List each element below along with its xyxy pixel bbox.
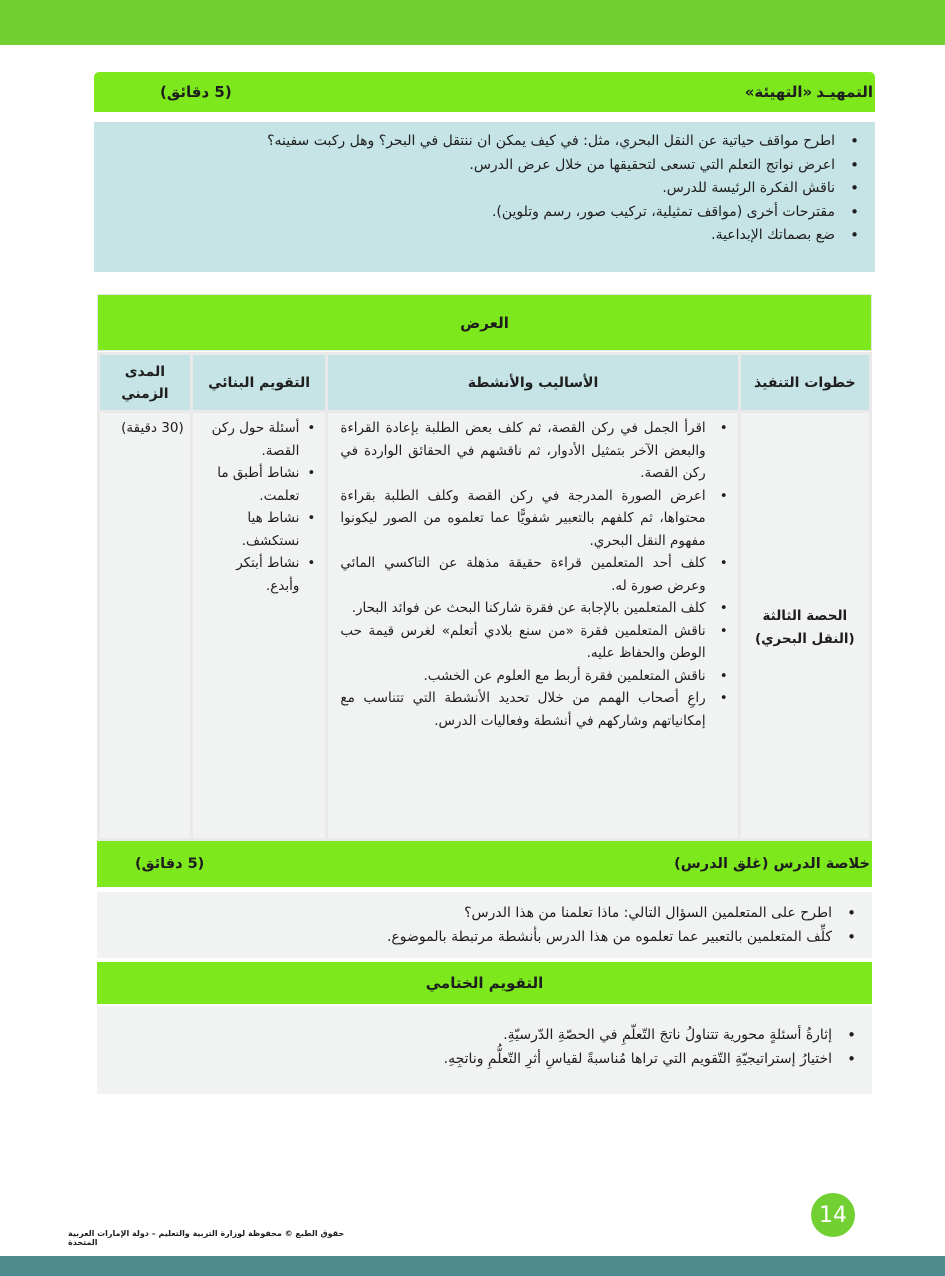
intro-title: التمهيـد xyxy=(816,83,873,101)
final-eval-item: • إثارةُ أسئلةٍ محورية تتناولُ ناتجَ التّعلّمِ في الحصّةِ الدّرسيّةِ. xyxy=(117,1024,860,1048)
intro-item: • ضع بصماتك الإبداعية. xyxy=(114,224,863,248)
bottom-color-bar xyxy=(0,1256,945,1276)
steps-cell xyxy=(741,413,869,838)
activity-item: • اقرأ الجمل في ركن القصة، ثم كلف بعض الطلبة بإعادة القراءة والبعض الآخر بتمثيل الأدوار، ثم ناقشهم في الحقائق الواردة في ركن القصة. xyxy=(340,417,731,485)
final-eval-item: • اختيارُ إستراتيجيّةِ التّقويم التي تراها مُناسبةً لقياسِ أثرِ التّعلُّمِ وناتجِهِ. xyxy=(117,1048,860,1072)
evaluation-item: • نشاط أبتكر وأبدع. xyxy=(201,552,320,597)
activity-item: • اعرض الصورة المدرجة في ركن القصة وكلف الطلبة بقراءة محتواها، ثم كلفهم بالتعبير شفويًّا عما تعلموه من الصور ليكونوا مفهوم النقل البحري. xyxy=(340,485,731,553)
closure-item: • اطرح على المتعلمين السؤال التالي: ماذا تعلمنا من هذا الدرس؟ xyxy=(117,902,860,926)
intro-box xyxy=(94,122,875,272)
evaluation-item: • أسئلة حول ركن القصة. xyxy=(201,417,320,462)
closure-box xyxy=(97,892,872,958)
presentation-title: العرض xyxy=(460,313,509,332)
final-eval-header xyxy=(97,962,872,1004)
time-cell: (30 دقيقة) xyxy=(100,413,190,838)
header-evaluation: التقويم البنائي xyxy=(193,355,326,410)
intro-header xyxy=(94,72,875,112)
activity-item: • راعِ أصحاب الهمم من خلال تحديد الأنشطة التي تتناسب مع إمكانياتهم وشاركهم في أنشطة وفعاليات الدرس. xyxy=(340,687,731,732)
header-steps: خطوات التنفيذ xyxy=(741,355,869,410)
final-eval-title: التقويم الختامي xyxy=(425,974,544,992)
intro-item: • مقترحات أخرى (مواقف تمثيلية، تركيب صور، رسم وتلوين). xyxy=(114,201,863,225)
evaluation-cell xyxy=(193,413,326,838)
intro-duration: (5 دقائق) xyxy=(160,83,232,101)
header-time-label: المدى الزمني xyxy=(121,363,169,402)
activities-cell xyxy=(328,413,737,838)
intro-item: • اطرح مواقف حياتية عن النقل البحري، مثل: في كيف يمكن ان ننتقل في البحر؟ وهل ركبت سفينه؟ xyxy=(114,130,863,154)
header-activities: الأساليب والأنشطة xyxy=(328,355,737,410)
evaluation-item: • نشاط هيا نستكشف. xyxy=(201,507,320,552)
copyright-text: حقوق الطبع © محفوظة لوزارة التربية والتعليم – دولة الإمارات العربية المتحدة xyxy=(68,1229,345,1247)
lesson-topic: (النقل البحري) xyxy=(754,630,855,647)
page-number: 14 xyxy=(811,1193,855,1237)
activity-item: • ناقش المتعلمين فقرة «من سنع بلادي أتعلم» لغرس قيمة حب الوطن والحفاظ عليه. xyxy=(340,620,731,665)
presentation-header xyxy=(97,294,872,351)
intro-item: • ناقش الفكرة الرئيسة للدرس. xyxy=(114,177,863,201)
activity-item: • ناقش المتعلمين فقرة أربط مع العلوم عن الخشب. xyxy=(340,665,731,688)
intro-title-paren: «التهيئة» xyxy=(744,83,813,101)
evaluation-item: • نشاط أطبق ما تعلمت. xyxy=(201,462,320,507)
closure-header xyxy=(97,841,872,887)
intro-item: • اعرض نواتج التعلم التي تسعى لتحقيقها من خلال عرض الدرس. xyxy=(114,154,863,178)
closure-title: خلاصة الدرس (غلق الدرس) xyxy=(674,856,870,872)
presentation-table xyxy=(97,352,872,841)
closure-duration: (5 دقائق) xyxy=(135,856,205,872)
header-time xyxy=(100,355,190,410)
final-eval-box xyxy=(97,1006,872,1094)
activity-item: • كلف المتعلمين بالإجابة عن فقرة شاركنا البحث عن فوائد البحار. xyxy=(340,597,731,620)
top-color-bar xyxy=(0,0,945,45)
closure-item: • كلِّف المتعلمين بالتعبير عما تعلموه من هذا الدرس بأنشطة مرتبطة بالموضوع. xyxy=(117,926,860,950)
lesson-session: الحصة الثالثة xyxy=(762,608,848,624)
activity-item: • كلف أحد المتعلمين قراءة حقيقة مذهلة عن التاكسي المائي وعرض صورة له. xyxy=(340,552,731,597)
